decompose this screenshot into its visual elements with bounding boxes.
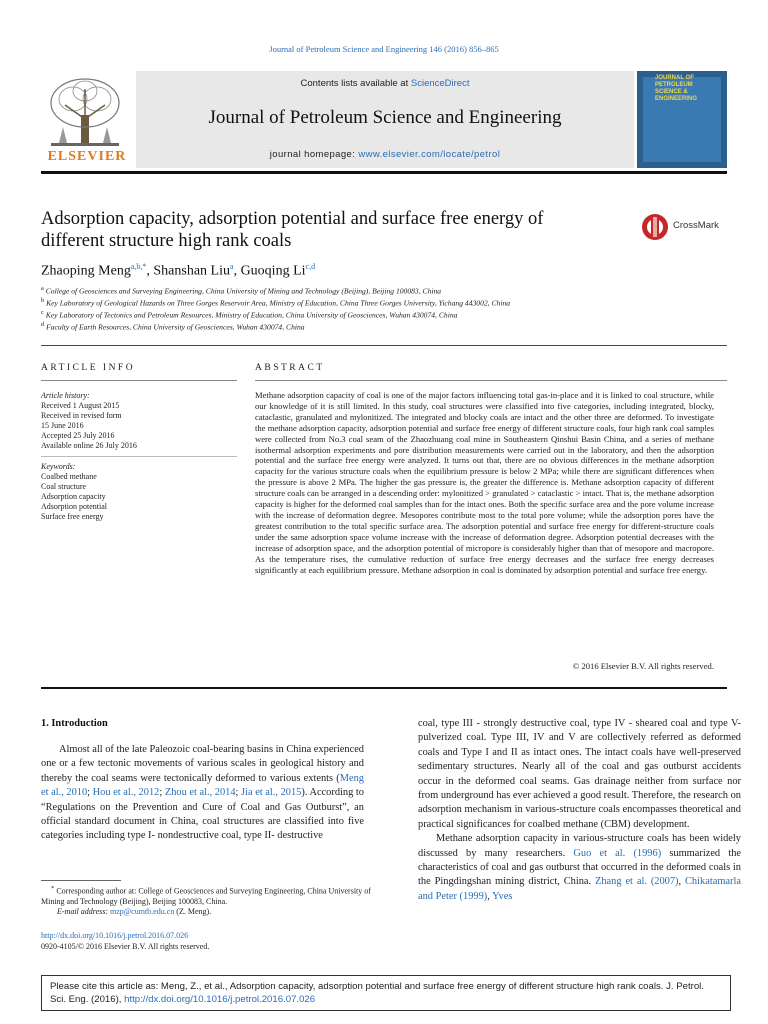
citation-separator: ,: [678, 876, 685, 888]
history-item: Received in revised form: [41, 411, 122, 420]
paragraph-text: Methane adsorption capacity in various-structure coals has been widely discussed by many researchers.: [418, 833, 741, 859]
paragraph-text: summarized the characteristics of coal and gas outburst that occurred in the deformed coals in the Pingdingshan mining district, China.: [418, 847, 742, 888]
footnote-rule: [41, 880, 121, 881]
article-title: [41, 208, 631, 252]
author-affil-mark[interactable]: a,b,*: [130, 262, 147, 271]
abstract-text: Methane adsorption capacity of coal is one of the major factors influencing total gas-in-place and it is linked to coal structure, while our knowledge of it is still limited. In this study, coal structures were classified into five categories, including integrated, blocky, cataclastic, granulated and mylonitized. The integrated and blocky coals are intact and the other three are deformed. To investigate the methane adsorption capacity, adsorption potential and surface free energy of different structure coals, four high rank coal samples were collected from No.3 coal seam of the Zhaozhuang coal mine in Southeastern Qinshui Basin China, and a series of methane isothermal adsorption experiments and pore distribution measurements were carried out in the laboratory, and then the adsorption potential and the surface free energy were analyzed. It turns out that, there are no obvious differences in the methane adsorption capacity for the various structure coals when the equilibrium pressure is below 2 MPa; while there are significant differences when the pressure is above 2 MPa. The higher the gas pressure is, the greater the difference is. Methane adsorption capacity of different structure coals can be arranged in a descending order: mylonitized > granulated > cataclastic > intact. That is, the methane adsorption capacity is higher for the deformed coal samples than for the intact ones. Both the specific surface area and the pore volume increase with the increase of deformation degree. Mesopores contribute most to the total pore volume; while the adsorption pores have the greatest contribution to the total specific surface area. The adsorption potential and surface free energy for different-structure coals under the same adsorption space volume increase with the increase of deformation degree. Adsorption potential decreases with the increase of adsorption space, and the adsorption potential of micropore is considerably higher than that of mesopore and macropore. As the temperature rises, the cumulative reduction of surface free energy decreases and the surface free energy decreases significantly at each equilibrium pressure. Methane adsorption in coal is dominated by adsorption potential and surface free energy.: [255, 390, 714, 575]
citation-link[interactable]: Guo et al. (1996): [573, 847, 662, 859]
masthead-rule: [41, 171, 727, 174]
article-history: [41, 391, 231, 451]
citation-link[interactable]: Hou et al., 2012: [92, 787, 160, 799]
affiliation-mark: a: [41, 285, 44, 292]
citation-link[interactable]: Zhou et al., 2014: [164, 787, 236, 799]
affiliation-text: Key Laboratory of Tectonics and Petroleum Resources, Ministry of Education, China University of Geosciences, Wuhan 430074, China: [45, 310, 458, 320]
citation-link[interactable]: Yves: [492, 890, 513, 902]
author-affil-mark[interactable]: c,d: [305, 262, 316, 271]
elsevier-tree-icon: [45, 75, 125, 149]
masthead: [41, 71, 727, 168]
affiliation-text: Faculty of Earth Resources, China University of Geosciences, Wuhan 430074, China: [46, 322, 305, 332]
author-affil-mark[interactable]: a: [230, 262, 234, 271]
body-paragraph: [41, 743, 364, 844]
keyword: Adsorption potential: [41, 502, 107, 511]
paragraph-text: ). According to “Regulations on the Prevention and Cure of Coal and Gas Outburst”, an official standard document in China, coal structures are classified into five categories including type I- nondestructive coal, type II- destructive: [41, 787, 364, 842]
affiliation: [41, 321, 305, 332]
citation-separator: ,: [487, 890, 493, 902]
title-line: Adsorption capacity, adsorption potential and surface free energy of: [41, 209, 544, 229]
journal-homepage: [136, 149, 634, 160]
author-name: Shanshan Liu: [153, 263, 230, 279]
homepage-label: journal homepage:: [269, 149, 356, 160]
article-info-rule: [41, 380, 237, 381]
author-separator: ,: [233, 263, 241, 279]
cover-line: SCIENCE &: [655, 89, 688, 95]
elsevier-logo[interactable]: [41, 71, 133, 168]
journal-title: Journal of Petroleum Science and Engineering: [208, 107, 562, 128]
doi-link[interactable]: http://dx.doi.org/10.1016/j.petrol.2016.07.026: [41, 931, 189, 940]
title-line: different structure high rank coals: [41, 231, 292, 251]
issn-line: 0920-4105/© 2016 Elsevier B.V. All rights reserved.: [41, 942, 210, 951]
affiliation: [41, 309, 457, 320]
contents-line: [136, 78, 634, 89]
corresponding-author: [41, 884, 371, 907]
cite-text: Please cite this article as: Meng, Z., et al., Adsorption capacity, adsorption potential and surface free energy of different structure high rank coals. J. Petrol. Sci. Eng. (2016),: [50, 981, 704, 1005]
affiliation-mark: b: [41, 297, 45, 304]
body-paragraph: [418, 832, 741, 904]
keyword: Surface free energy: [41, 512, 104, 521]
history-item: Received 1 August 2015: [41, 401, 120, 410]
affiliation: [41, 285, 441, 296]
contents-prefix: Contents lists available at: [300, 78, 409, 89]
cover-line: ENGINEERING: [655, 96, 698, 102]
journal-cover-thumbnail[interactable]: [637, 71, 727, 168]
keyword: Coal structure: [41, 482, 87, 491]
keyword: Coalbed methane: [41, 472, 97, 481]
keywords: [41, 462, 231, 522]
citation-link[interactable]: Meng et al., 2010: [41, 772, 364, 799]
citation-link[interactable]: Chikatamarla and Peter (1999): [418, 876, 741, 902]
doi-block: [41, 930, 209, 952]
sciencedirect-link[interactable]: ScienceDirect: [410, 78, 470, 89]
footnote-mark: *: [51, 885, 55, 892]
email-label: E-mail address:: [57, 906, 109, 916]
citation-link[interactable]: Jia et al., 2015: [241, 787, 302, 799]
journal-reference[interactable]: Journal of Petroleum Science and Engineering 146 (2016) 856–865: [269, 44, 499, 54]
crossmark-icon: [640, 212, 670, 242]
masthead-center: [136, 71, 634, 168]
corresponding-author-footnote: [41, 884, 371, 917]
citation-separator: ;: [159, 787, 165, 799]
history-label: Article history:: [41, 391, 90, 400]
author-list: [41, 262, 315, 280]
history-item: Available online 26 July 2016: [41, 441, 137, 450]
abstract-rule: [255, 380, 727, 381]
homepage-link[interactable]: www.elsevier.com/locate/petrol: [358, 149, 501, 160]
affiliation-mark: c: [41, 309, 44, 316]
cover-title: [655, 75, 713, 103]
abstract-heading: ABSTRACT: [255, 363, 325, 373]
corresponding-text: Corresponding author at: College of Geosciences and Surveying Engineering, China University of Mining and Technology (Beijing), Beijing 100083, China.: [41, 886, 371, 906]
author-email: [41, 907, 371, 917]
history-item: 15 June 2016: [41, 421, 84, 430]
affiliation-mark: d: [41, 321, 45, 328]
citation-link[interactable]: Zhang et al. (2007): [595, 876, 679, 888]
cover-line: PETROLEUM: [655, 82, 693, 88]
crossmark-badge[interactable]: [640, 210, 730, 242]
article-info-heading: ARTICLE INFO: [41, 363, 136, 373]
cite-this-article-box: [41, 975, 731, 1011]
author-name: Zhaoping Meng: [41, 263, 131, 279]
email-suffix: (Z. Meng).: [174, 906, 212, 916]
history-item: Accepted 25 July 2016: [41, 431, 115, 440]
keywords-label: Keywords:: [41, 462, 76, 471]
email-link[interactable]: mzp@cumtb.edu.cn: [110, 906, 175, 916]
author-separator: ,: [146, 263, 154, 279]
body-column-left: [41, 743, 364, 844]
body-column-right: [418, 717, 741, 904]
section-heading-introduction: 1. Introduction: [41, 718, 108, 729]
keywords-rule: [41, 456, 237, 457]
elsevier-wordmark: ELSEVIER: [47, 149, 127, 164]
cite-doi-link[interactable]: http://dx.doi.org/10.1016/j.petrol.2016.07.026: [124, 994, 316, 1005]
abstract-bottom-rule: [41, 687, 727, 689]
author-name: Guoqing Li: [240, 263, 306, 279]
cover-line: JOURNAL OF: [655, 75, 694, 81]
citation-separator: ;: [87, 787, 93, 799]
citation-separator: ;: [235, 787, 242, 799]
keyword: Adsorption capacity: [41, 492, 106, 501]
affiliation: [41, 297, 510, 308]
header-divider: [41, 345, 727, 346]
body-paragraph: coal, type III - strongly destructive coal, type IV - sheared coal and type V- pulverized coal. Type III, IV and V are collectively referred as deformed coals and Type I and II as intact ones. The intact coals have well-preserved sedimentary structures. Nearly all of the coal and gas outburst accidents occur in the deformed coal seams. Gas drainage neither from surface nor from underground has ever achieved a good result. Therefore, the research on adsorption mechanism in various-structure coals encompasses theoretical and practical significances for coalbed methane (CBM) development.: [418, 718, 741, 830]
affiliation-text: Key Laboratory of Geological Hazards on Three Gorges Reservoir Area, Ministry of Education, China Three Gorges University, Yichang 443002, China: [46, 298, 511, 308]
crossmark-label: CrossMark: [673, 220, 719, 231]
paragraph-text: Almost all of the late Paleozoic coal-bearing basins in China experienced one or a few tectonic movements of various scales in geological history and thereby the coal seams were tectonically deformed to various extents (: [41, 744, 364, 784]
abstract-copyright: © 2016 Elsevier B.V. All rights reserved.: [572, 661, 714, 671]
affiliation-text: College of Geosciences and Surveying Engineering, China University of Mining and Technology (Beijing), Beijing 100083, China: [45, 286, 442, 296]
